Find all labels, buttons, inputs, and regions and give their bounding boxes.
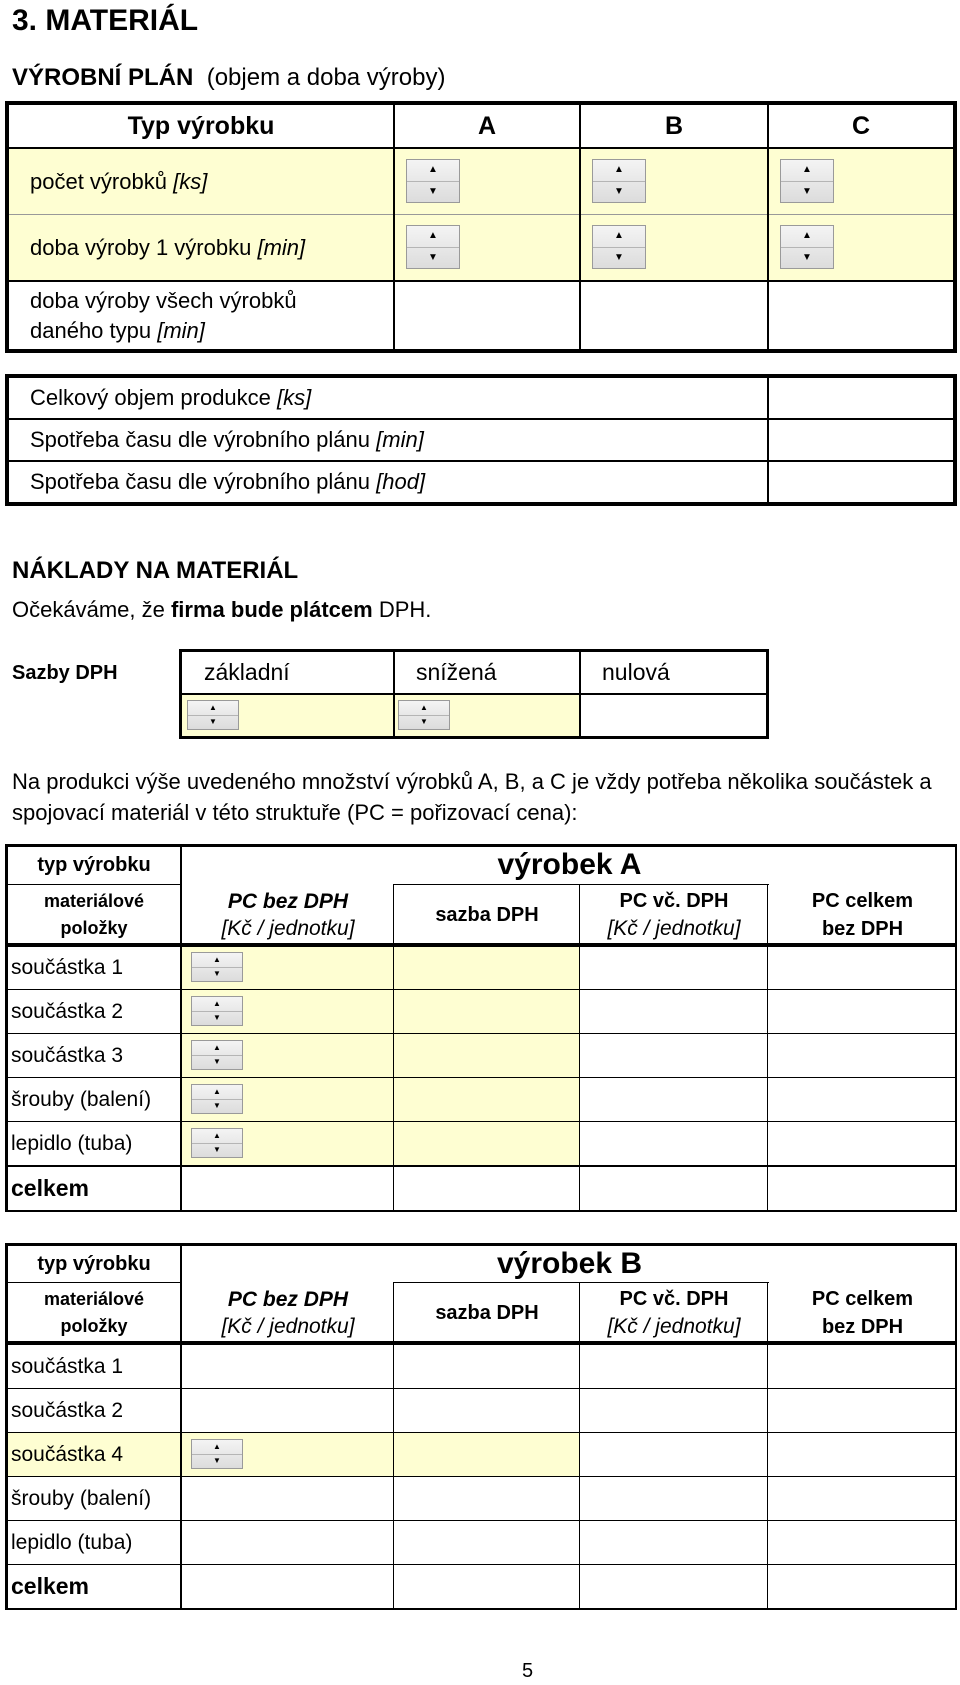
summary-row: [8, 420, 768, 460]
item-label: lepidlo (tuba): [11, 1131, 133, 1155]
col-vat: sazba DPH: [435, 903, 539, 926]
col-total-2: bez DPH: [821, 918, 904, 940]
down-arrow-icon[interactable]: ▼: [428, 185, 438, 197]
items-header: [8, 1283, 180, 1343]
time-a-stepper[interactable]: [406, 225, 460, 269]
costs-title: NÁKLADY NA MATERIÁL: [12, 557, 299, 584]
col-pc-vat: [580, 885, 768, 945]
summary-label: Spotřeba času dle výrobního plánu: [30, 427, 371, 452]
up-arrow-icon[interactable]: ▲: [407, 160, 459, 182]
product-name: výrobek A: [497, 848, 642, 881]
items-header: [8, 885, 180, 945]
plan-type-a: A: [477, 111, 497, 140]
vat-cell: [394, 1122, 580, 1165]
pc-stepper[interactable]: [191, 1439, 243, 1469]
item-label: lepidlo (tuba): [11, 1530, 133, 1554]
up-arrow-icon[interactable]: ▲: [399, 701, 449, 716]
col-pc-vat: [580, 1283, 768, 1343]
item-label: součástka 1: [11, 1354, 124, 1378]
items-label-1: materiálové: [43, 891, 145, 911]
type-label: typ výrobku: [37, 853, 151, 876]
down-arrow-icon[interactable]: ▼: [802, 185, 812, 197]
total-label: celkem: [11, 1175, 90, 1201]
plan-time-a-cell: [394, 215, 580, 281]
down-arrow-icon[interactable]: ▼: [213, 1456, 221, 1466]
item-label: součástka 3: [11, 1043, 124, 1067]
pc-cell: [182, 1122, 394, 1165]
col-total-2: bez DPH: [821, 1316, 904, 1338]
time-c-stepper[interactable]: [780, 225, 834, 269]
item-label: šrouby (balení): [11, 1087, 152, 1111]
item-label: šrouby (balení): [11, 1486, 152, 1510]
items-label-1: materiálové: [43, 1289, 145, 1309]
up-arrow-icon[interactable]: ▲: [407, 226, 459, 248]
item-label: součástka 2: [11, 999, 124, 1023]
count-c-stepper[interactable]: [780, 159, 834, 203]
vat-col-reduced: snížená: [416, 659, 497, 685]
page-number: 5: [522, 1660, 534, 1682]
plan-title: [12, 64, 445, 92]
down-arrow-icon[interactable]: ▼: [802, 251, 812, 263]
pc-cell: [182, 990, 394, 1033]
up-arrow-icon[interactable]: ▲: [192, 1041, 242, 1056]
time-b-stepper[interactable]: [592, 225, 646, 269]
pc-cell: [182, 1034, 394, 1077]
up-arrow-icon[interactable]: ▲: [593, 226, 645, 248]
plan-title-text: VÝROBNÍ PLÁN: [12, 64, 194, 91]
col-pc-unit: [Kč / jednotku]: [221, 917, 355, 940]
pc-cell: [182, 1078, 394, 1121]
col-pc-vat-label: PC vč. DPH: [619, 890, 729, 912]
col-pc-vat-label: PC vč. DPH: [619, 1288, 729, 1310]
plan-row-total-time-text: [30, 286, 360, 346]
down-arrow-icon[interactable]: ▼: [213, 1145, 221, 1155]
col-total: [768, 885, 957, 945]
up-arrow-icon[interactable]: ▲: [781, 160, 833, 182]
col-pc: [182, 885, 394, 945]
down-arrow-icon[interactable]: ▼: [209, 717, 217, 727]
plan-row-unit: [ks]: [173, 169, 208, 194]
up-arrow-icon[interactable]: ▲: [192, 1440, 242, 1455]
down-arrow-icon[interactable]: ▼: [614, 185, 624, 197]
total-label: celkem: [11, 1573, 90, 1599]
down-arrow-icon[interactable]: ▼: [428, 251, 438, 263]
up-arrow-icon[interactable]: ▲: [192, 1129, 242, 1144]
up-arrow-icon[interactable]: ▲: [192, 953, 242, 968]
summary-unit: [min]: [376, 427, 424, 452]
vat-cell: [394, 1078, 580, 1121]
summary-row: [8, 378, 768, 418]
items-label-2: položky: [60, 1316, 128, 1336]
summary-row: [8, 462, 768, 502]
costs-intro-post: DPH.: [378, 597, 432, 622]
plan-row-time: [8, 215, 394, 281]
summary-label: Spotřeba času dle výrobního plánu: [30, 469, 371, 494]
summary-label: Celkový objem produkce: [30, 385, 271, 410]
vat-basic-cell: [182, 695, 394, 736]
pc-stepper[interactable]: [191, 1040, 243, 1070]
vat-label: Sazby DPH: [12, 662, 118, 684]
plan-type-b: B: [664, 111, 684, 140]
pc-cell: [182, 1433, 394, 1476]
intro-paragraph: Na produkci výše uvedeného množství výrobků A, B, a C je vždy potřeba několika součástek a spojovací materiál v této struktuře (PC = pořizovací cena):: [12, 769, 932, 825]
plan-row-unit: [min]: [257, 235, 306, 260]
col-pc-label: PC bez DPH: [227, 1288, 349, 1311]
col-total: [768, 1283, 957, 1343]
vat-cell: [394, 990, 580, 1033]
type-label: typ výrobku: [37, 1252, 151, 1275]
up-arrow-icon[interactable]: ▲: [781, 226, 833, 248]
pc-stepper[interactable]: [191, 952, 243, 982]
down-arrow-icon[interactable]: ▼: [213, 1013, 221, 1023]
plan-count-a-cell: [394, 149, 580, 215]
col-pc-label: PC bez DPH: [227, 890, 349, 913]
vat-reduced-stepper[interactable]: [398, 700, 450, 730]
plan-time-c-cell: [768, 215, 954, 281]
plan-subtitle: (objem a doba výroby): [206, 64, 446, 91]
item-label: součástka 1: [11, 955, 124, 979]
plan-count-c-cell: [768, 149, 954, 215]
pc-stepper[interactable]: [191, 1084, 243, 1114]
col-pc-vat-unit: [Kč / jednotku]: [607, 1315, 741, 1338]
vat-cell: [394, 946, 580, 989]
col-vat: sazba DPH: [435, 1301, 539, 1324]
down-arrow-icon[interactable]: ▼: [614, 251, 624, 263]
down-arrow-icon[interactable]: ▼: [213, 1057, 221, 1067]
count-b-stepper[interactable]: [592, 159, 646, 203]
vat-col-basic: základní: [204, 659, 290, 685]
costs-intro: [12, 597, 431, 623]
down-arrow-icon[interactable]: ▼: [213, 1101, 221, 1111]
vat-col-zero: nulová: [602, 659, 670, 685]
up-arrow-icon[interactable]: ▲: [192, 1085, 242, 1100]
costs-intro-bold: firma bude plátcem: [170, 597, 373, 622]
up-arrow-icon[interactable]: ▲: [593, 160, 645, 182]
item-label: součástka 4: [8, 1433, 180, 1476]
vat-basic-stepper[interactable]: [187, 700, 239, 730]
plan-time-b-cell: [580, 215, 768, 281]
plan-row-count: [8, 149, 394, 215]
section-title: 3. MATERIÁL: [12, 4, 199, 37]
plan-count-b-cell: [580, 149, 768, 215]
down-arrow-icon[interactable]: ▼: [420, 717, 428, 727]
summary-unit: [ks]: [277, 385, 312, 410]
vat-cell: [394, 1034, 580, 1077]
down-arrow-icon[interactable]: ▼: [213, 969, 221, 979]
plan-row-total-time: [8, 281, 394, 351]
plan-row-label: doba výroby 1 výrobku: [30, 235, 252, 260]
vat-cell: [394, 1433, 580, 1476]
pc-cell: [182, 946, 394, 989]
plan-row-unit: [min]: [157, 318, 205, 343]
costs-intro-pre: Očekáváme, že: [12, 597, 165, 622]
summary-unit: [hod]: [376, 469, 426, 494]
items-label-2: položky: [60, 918, 128, 938]
item-label: součástka 2: [11, 1398, 124, 1422]
product-name: výrobek B: [496, 1247, 643, 1280]
vat-reduced-cell: [394, 695, 580, 736]
col-pc-vat-unit: [Kč / jednotku]: [607, 917, 741, 940]
col-pc: [182, 1283, 394, 1343]
col-total-1: PC celkem: [811, 890, 914, 912]
col-total-1: PC celkem: [811, 1288, 914, 1310]
pc-stepper[interactable]: [191, 1128, 243, 1158]
pc-stepper[interactable]: [191, 996, 243, 1026]
plan-type-c: C: [851, 111, 871, 140]
plan-row-label: doba výroby všech výrobků daného typu: [30, 288, 297, 343]
count-a-stepper[interactable]: [406, 159, 460, 203]
up-arrow-icon[interactable]: ▲: [188, 701, 238, 716]
col-pc-unit: [Kč / jednotku]: [221, 1315, 355, 1338]
up-arrow-icon[interactable]: ▲: [192, 997, 242, 1012]
plan-col-header: Typ výrobku: [127, 111, 275, 140]
plan-row-label: počet výrobků: [30, 169, 167, 194]
